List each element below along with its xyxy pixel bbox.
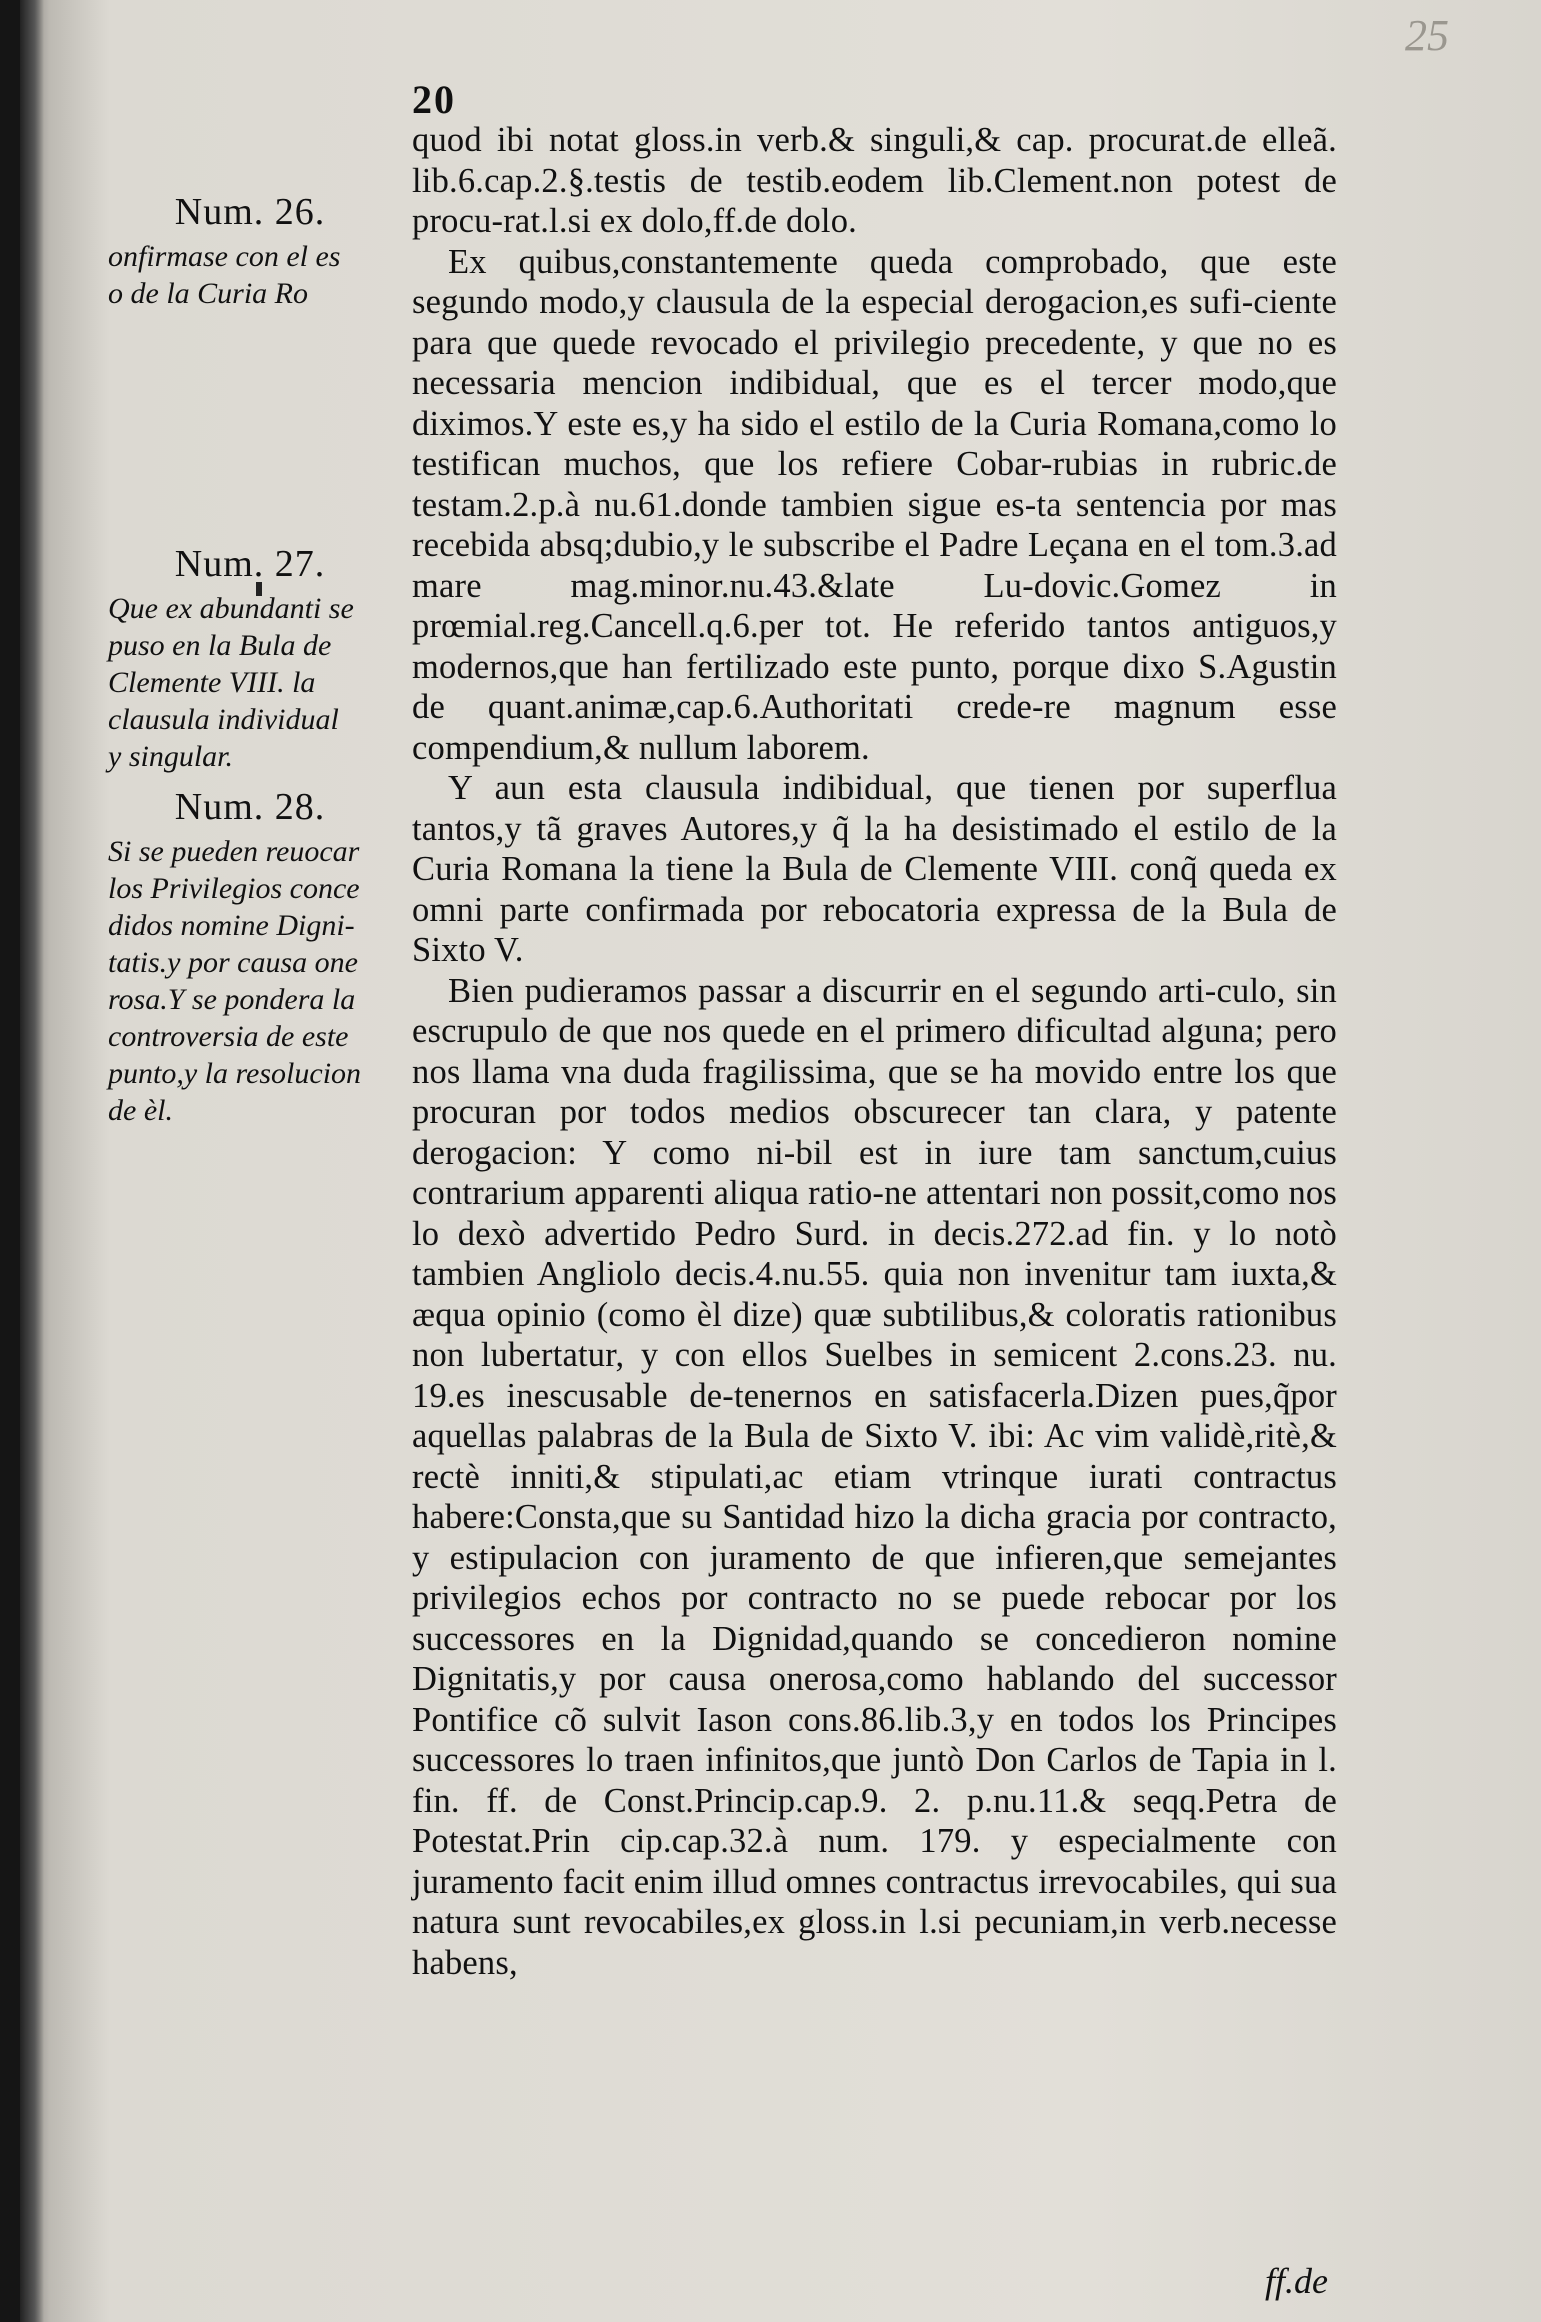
margin-notes	[100, 190, 400, 1129]
page-number: 20	[412, 77, 456, 122]
paragraph: Ex quibus,constantemente queda comprobado, que este segundo modo,y clausula de la especial derogacion,es sufi-ciente para que quede revocado el privilegio precedente, y que no es necessaria mencion indibidual, que es el tercer modo,que diximos.Y este es,y ha sido el estilo de la Curia Romana,como lo testifican muchos, que los refiere Cobar-rubias in rubric.de testam.2.p.à nu.61.donde tambien sigue es-ta sentencia por mas recebida absq;dubio,y le subscribe el Padre Leçana en el tom.3.ad mare mag.minor.nu.43.&late Lu-dovic.Gomez in prœmial.reg.Cancell.q.6.per tot. He referido tantos antiguos,y modernos,que han fertilizado este punto, porque dixo S.Agustin de quant.animæ,cap.6.Authoritati crede-re magnum esse compendium,& nullum laborem.	[412, 242, 1337, 767]
paragraph: Bien pudieramos passar a discurrir en el segundo arti-culo, sin escrupulo de que nos quede en el primero dificultad alguna; pero nos llama vna duda fragilissima, que se ha movido entre los que procuran por todos medios obscurecer tan clara, y patente derogacion: Y como ni-bil est in iure tam sanctum,cuius contrarium apparenti aliqua ratio-ne attentari non possit,como nos lo dexò advertido Pedro Surd. in decis.272.ad fin. y lo notò tambien Angliolo decis.4.nu.55. quia non invenitur tam iuxta,& æqua opinio (como èl dize) quæ subtilibus,& coloratis rationibus non lubertatur, y con ellos Suelbes in semicent 2.cons.23. nu. 19.es inescusable de-tenernos en satisfacerla.Dizen pues,q̃por aquellas palabras de la Bula de Sixto V. ibi: Ac vim validè,ritè,& rectè inniti,& stipulati,ac etiam vtrinque iurati contractus habere:Consta,que su Santidad hizo la dicha gracia por contracto, y estipulacion con juramento de que infieren,que semejantes privilegios echos por contracto no se puede rebocar por los successores en la Dignidad,quando se concedieron nomine Dignitatis,y por causa onerosa,como hablando del successor Pontifice cõ sulvit Iason cons.86.lib.3,y en todos los Principes successores lo traen infinitos,que juntò Don Carlos de Tapia in l. fin. ff. de Const.Princip.cap.9. 2. p.nu.11.& seqq.Petra de Potestat.Prin cip.cap.32.à num. 179. y especialmente con juramento facit enim illud omnes contractus irrevocabiles, qui sua natura sunt revocabiles,ex gloss.in l.si pecuniam,in verb.necesse habens,	[412, 971, 1337, 1982]
margin-text: onfirmase con el es o de la Curia Ro	[108, 240, 341, 310]
body-text	[412, 120, 1337, 1983]
paragraph: Y aun esta clausula indibidual, que tienen por superflua tantos,y tã graves Autores,y q̃ la ha desistimado el estilo de la Curia Romana la tiene la Bula de Clemente VIII. conq̃ queda ex omni parte confirmada por rebocatoria expressa de la Bula de Sixto V.	[412, 769, 1337, 969]
paragraph: quod ibi notat gloss.in verb.& singuli,& cap. procurat.de elleã. lib.6.cap.2.§.testis de testib.eodem lib.Clement.non potest de procu-rat.l.si ex dolo,ff.de dolo.	[412, 121, 1337, 240]
margin-note-28	[100, 785, 400, 1129]
margin-num: Num. 27.	[174, 543, 326, 585]
binding-shadow	[20, 0, 44, 2322]
margin-num: Num. 26.	[174, 191, 326, 233]
margin-text: Si se pueden reuocar los Privilegios conce didos nomine Digni- tatis.y por causa one rosa.Y se pondera la controversia de este punto,y la resolucion de èl.	[108, 835, 362, 1127]
margin-num: Num. 28.	[174, 786, 326, 828]
margin-note-27	[100, 542, 400, 775]
margin-note-26	[100, 190, 400, 312]
margin-text: Que ex abundanti se puso en la Bula de Clemente VIII. la clausula individual y singular.	[108, 592, 354, 773]
catchword: ff.de	[1265, 2261, 1328, 2301]
book-page	[20, 0, 1541, 2322]
corner-mark: 25	[1405, 11, 1449, 60]
